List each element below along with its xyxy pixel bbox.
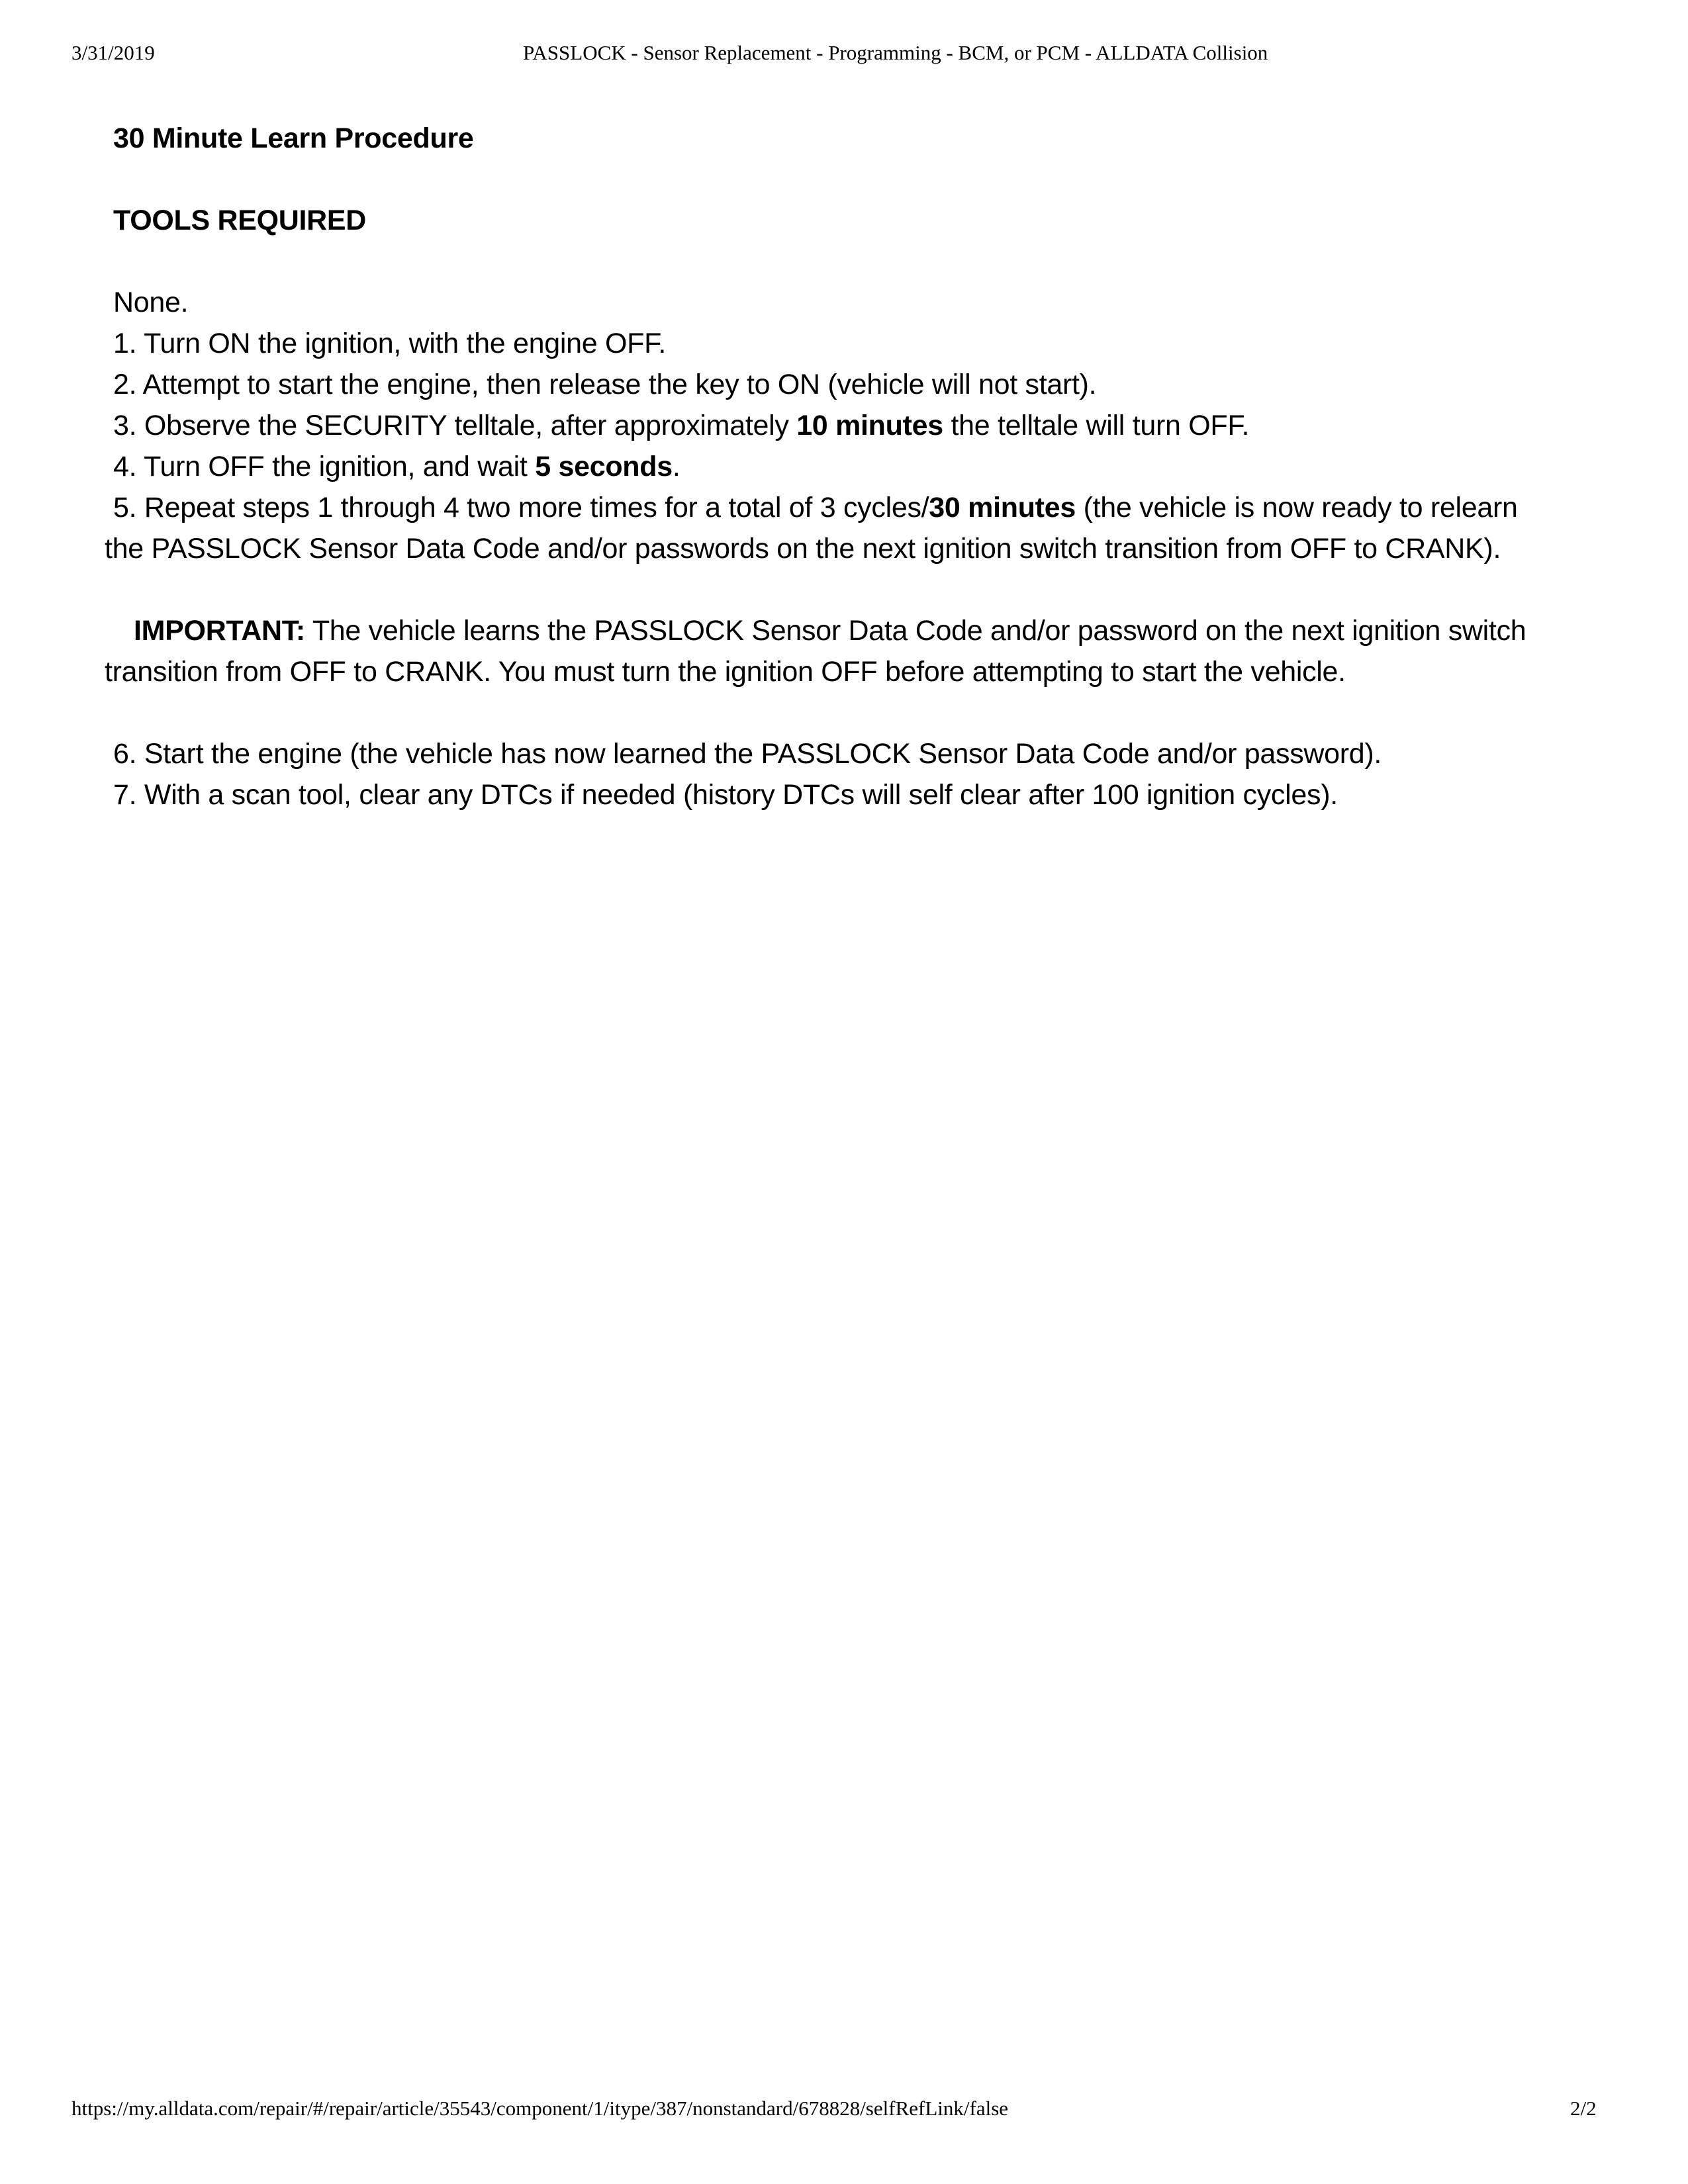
step-2: 2. Attempt to start the engine, then release the key to ON (vehicle will not start). <box>113 369 1097 400</box>
step-7: 7. With a scan tool, clear any DTCs if needed (history DTCs will self clear after 100 ignition cycles). <box>113 779 1338 811</box>
page-number: 2/2 <box>1570 2097 1597 2120</box>
step-3 <box>113 405 1249 446</box>
step-3-emphasis: 10 minutes <box>796 410 943 441</box>
step-1: 1. Turn ON the ignition, with the engine OFF. <box>113 328 666 359</box>
step-6: 6. Start the engine (the vehicle has now learned the PASSLOCK Sensor Data Code and/or password). <box>113 738 1382 770</box>
important-label: IMPORTANT: <box>134 615 305 647</box>
step-5 <box>113 487 1518 528</box>
step-4-emphasis: 5 seconds <box>535 451 673 482</box>
step-3-text-end: the telltale will turn OFF. <box>943 410 1250 441</box>
step-4-text: 4. Turn OFF the ignition, and wait <box>113 451 536 482</box>
step-5-emphasis: 30 minutes <box>929 492 1076 523</box>
step-5-text-end: (the vehicle is now ready to relearn <box>1075 492 1518 523</box>
step-3-text: 3. Observe the SECURITY telltale, after approximately <box>113 410 797 441</box>
step-4-text-end: . <box>672 451 680 482</box>
step-4 <box>113 446 680 487</box>
important-note <box>134 610 1526 651</box>
important-note-continuation: transition from OFF to CRANK. You must turn the ignition OFF before attempting to start the vehicle. <box>105 656 1346 688</box>
tools-text: None. <box>113 287 189 318</box>
procedure-heading: 30 Minute Learn Procedure <box>113 122 474 154</box>
step-5-text: 5. Repeat steps 1 through 4 two more times for a total of 3 cycles/ <box>113 492 929 523</box>
footer-url: https://my.alldata.com/repair/#/repair/article/35543/component/1/itype/387/nonstandard/678828/selfRefLink/false <box>71 2097 1009 2120</box>
step-5-continuation: the PASSLOCK Sensor Data Code and/or passwords on the next ignition switch transition from OFF to CRANK). <box>105 533 1501 565</box>
important-text: The vehicle learns the PASSLOCK Sensor Data Code and/or password on the next ignition switch <box>305 615 1526 647</box>
tools-heading: TOOLS REQUIRED <box>113 205 367 236</box>
page-title: PASSLOCK - Sensor Replacement - Programming - BCM, or PCM - ALLDATA Collision <box>523 41 1268 64</box>
print-date: 3/31/2019 <box>71 41 155 64</box>
